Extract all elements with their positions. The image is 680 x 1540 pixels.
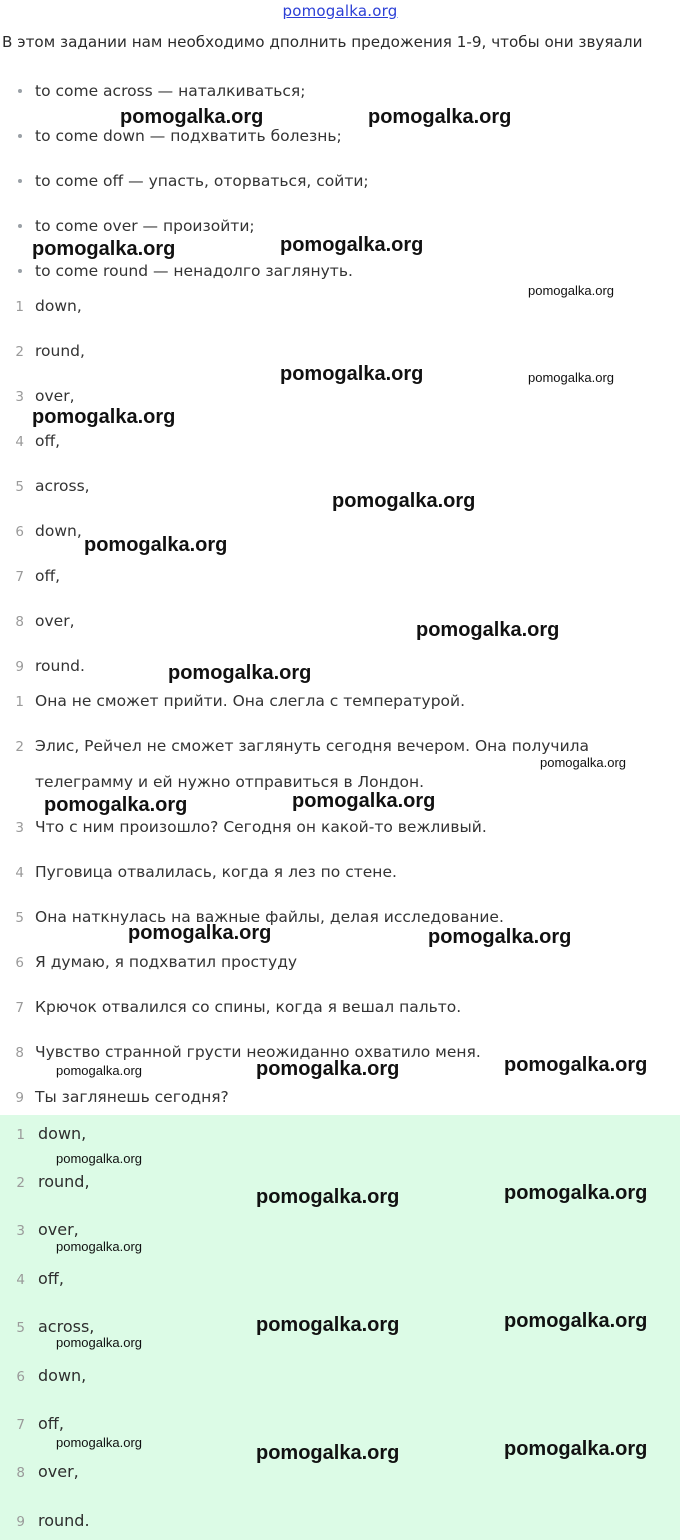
answer-row: 2 round, [15, 342, 85, 360]
translation-row: 6 Я думаю, я подхватил простуду [15, 953, 298, 971]
final-answer-row: 9 round. [16, 1511, 90, 1530]
watermark: pomogalka.org [416, 619, 560, 641]
translation-row: 5 Она наткнулась на важные файлы, делая исследование. [15, 908, 504, 926]
answer-row: 5 across, [15, 477, 90, 495]
watermark: pomogalka.org [56, 1335, 142, 1350]
watermark: pomogalka.org [56, 1435, 142, 1450]
list-item: to come across — наталкиваться; [18, 82, 305, 100]
watermark: pomogalka.org [256, 1058, 400, 1080]
watermark: pomogalka.org [504, 1310, 648, 1332]
answer-row: 9 round. [15, 657, 85, 675]
final-answer-row: 6 down, [16, 1366, 87, 1385]
watermark: pomogalka.org [280, 234, 424, 256]
answer-row: 8 over, [15, 612, 75, 630]
bullet-dot [18, 134, 22, 138]
answer-row: 3 over, [15, 387, 75, 405]
watermark: pomogalka.org [332, 490, 476, 512]
final-answer-row: 3 over, [16, 1220, 79, 1239]
watermark: pomogalka.org [528, 370, 614, 385]
watermark: pomogalka.org [56, 1063, 142, 1078]
answer-row: 1 down, [15, 297, 82, 315]
watermark: pomogalka.org [44, 794, 188, 816]
final-answer-row: 4 off, [16, 1269, 64, 1288]
watermark: pomogalka.org [368, 106, 512, 128]
final-answer-row: 2 round, [16, 1172, 90, 1191]
watermark: pomogalka.org [84, 534, 228, 556]
watermark: pomogalka.org [292, 790, 436, 812]
list-item: to come down — подхватить болезнь; [18, 127, 342, 145]
watermark: pomogalka.org [168, 662, 312, 684]
final-answer-row: 8 over, [16, 1462, 79, 1481]
answer-row: 7 off, [15, 567, 61, 585]
watermark: pomogalka.org [256, 1186, 400, 1208]
translation-row-continuation: телеграмму и ей нужно отправиться в Лондон. [35, 773, 425, 791]
watermark: pomogalka.org [540, 755, 626, 770]
watermark: pomogalka.org [528, 283, 614, 298]
watermark: pomogalka.org [128, 922, 272, 944]
watermark: pomogalka.org [504, 1438, 648, 1460]
list-item: to come off — упасть, оторваться, сойти; [18, 172, 369, 190]
final-answer-row: 5 across, [16, 1317, 95, 1336]
watermark: pomogalka.org [428, 926, 572, 948]
final-answer-row: 7 off, [16, 1414, 64, 1433]
watermark: pomogalka.org [256, 1314, 400, 1336]
watermark: pomogalka.org [56, 1151, 142, 1166]
translation-row: 8 Чувство странной грусти неожиданно охватило меня. [15, 1043, 481, 1061]
watermark: pomogalka.org [56, 1239, 142, 1254]
bullet-dot [18, 89, 22, 93]
translation-row: 3 Что с ним произошло? Сегодня он какой-то вежливый. [15, 818, 487, 836]
watermark: pomogalka.org [120, 106, 264, 128]
site-link-header[interactable]: pomogalka.org [282, 2, 398, 20]
bullet-dot [18, 269, 22, 273]
bullet-dot [18, 224, 22, 228]
translation-row: 4 Пуговица отвалилась, когда я лез по стене. [15, 863, 397, 881]
watermark: pomogalka.org [32, 238, 176, 260]
answer-row: 4 off, [15, 432, 61, 450]
watermark: pomogalka.org [504, 1182, 648, 1204]
translation-row: 1 Она не сможет прийти. Она слегла с температурой. [15, 692, 466, 710]
watermark: pomogalka.org [504, 1054, 648, 1076]
watermark: pomogalka.org [256, 1442, 400, 1464]
bullet-dot [18, 179, 22, 183]
translation-row: 2 Элис, Рейчел не сможет заглянуть сегодня вечером. Она получила [15, 737, 590, 755]
final-answer-row: 1 down, [16, 1124, 87, 1143]
translation-row: 7 Крючок отвалился со спины, когда я вешал пальто. [15, 998, 462, 1016]
list-item: to come over — произойти; [18, 217, 255, 235]
list-item: to come round — ненадолго заглянуть. [18, 262, 353, 280]
watermark: pomogalka.org [280, 363, 424, 385]
answer-row: 6 down, [15, 522, 82, 540]
translation-row: 9 Ты заглянешь сегодня? [15, 1088, 229, 1106]
watermark: pomogalka.org [32, 406, 176, 428]
intro-text: В этом задании нам необходимо дполнить предожения 1-9, чтобы они звуяали [2, 33, 643, 51]
